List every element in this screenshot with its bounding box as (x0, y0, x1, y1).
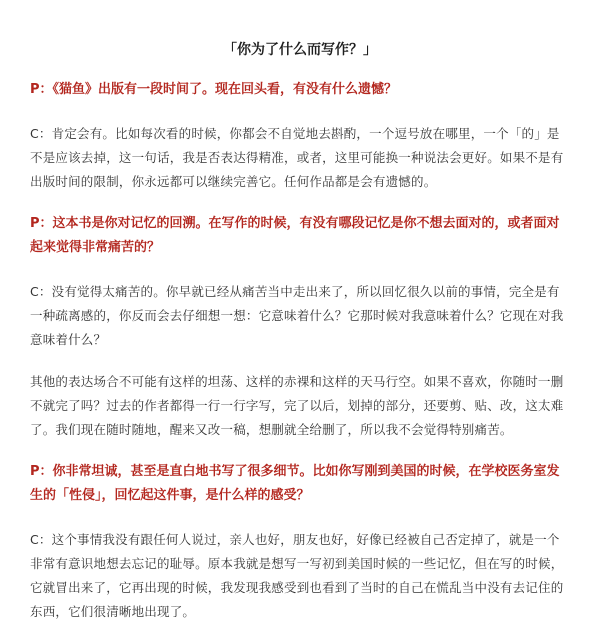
answer-1: C：肯定会有。比如每次看的时候，你都会不自觉地去斟酌，一个逗号放在哪里，一个「的」是不是应该去掉，这一句话，我是否表达得精准，或者，这里可能换一种说法会更好。如果不是有出版时间的限制，你永远都可以继续完善它。任何作品都是会有遗憾的。 (30, 126, 564, 189)
answer-2-paragraph-2: 其他的表达场合不可能有这样的坦荡、这样的赤裸和这样的天马行空。如果不喜欢，你随时一删不就完了吗？过去的作者都得一行一行字写，完了以后，划掉的部分，还要剪、贴、改，这太难了。我们现在随时随地，醒来又改一稿，想删就全给删了，所以我不会觉得特别痛苦。 (30, 374, 564, 437)
answer-2-paragraph-1: C：没有觉得太痛苦的。你早就已经从痛苦当中走出来了，所以回忆很久以前的事情，完全是有一种疏离感的，你反而会去仔细想一想：它意味着什么？它那时候对我意味着什么？它现在对我意味着什么？ (30, 284, 564, 347)
question-1: P：《猫鱼》出版有一段时间了。现在回头看，有没有什么遗憾？ (30, 82, 398, 97)
question-2: P：这本书是你对记忆的回溯。在写作的时候，有没有哪段记忆是你不想去面对的，或者面对起来觉得非常痛苦的？ (30, 216, 560, 255)
answer-3: C：这个事情我没有跟任何人说过，亲人也好，朋友也好，好像已经被自己否定掉了，就是一个非常有意识地想去忘记的耻辱。原本我就是想写一写初到美国时候的一些记忆，但在写的时候，它就冒出来了，它再出现的时候，我发现我感受到也看到了当时的自己在慌乱当中没有去记住的东西，它们很清晰地出现了。 (30, 532, 564, 619)
question-3: P：你非常坦诚，甚至是直白地书写了很多细节。比如你写刚到美国的时候，在学校医务室发生的「性侵」，回忆起这件事，是什么样的感受？ (30, 464, 560, 503)
interview-title: 「你为了什么而写作？」 (223, 42, 377, 58)
